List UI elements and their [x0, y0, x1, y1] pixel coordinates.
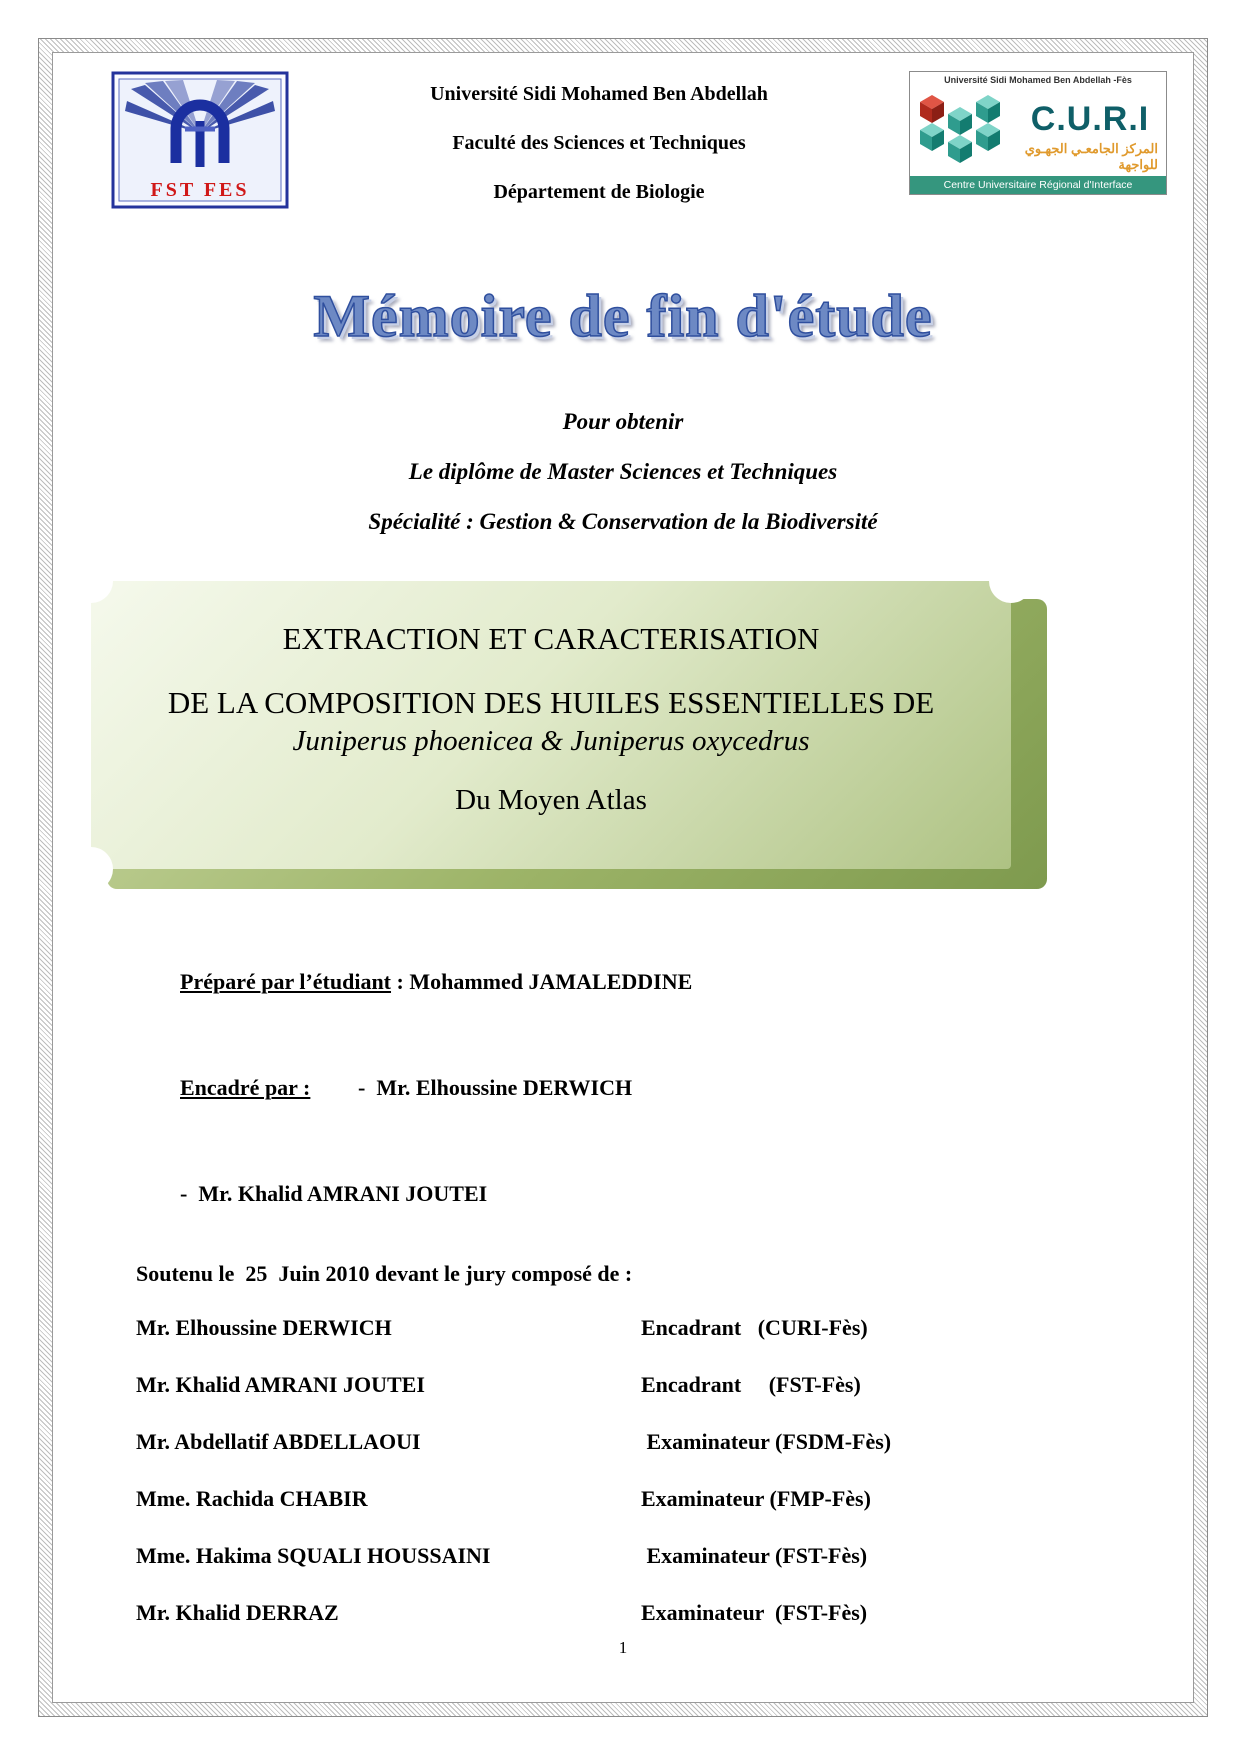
decorative-border: [38, 38, 1208, 1717]
curi-right-block: [1014, 86, 1166, 176]
page-content: [52, 52, 1194, 1703]
jury-member-role: Encadrant (CURI-Fès): [641, 1315, 868, 1340]
jury-row: [136, 1486, 1193, 1512]
page-number: 1: [618, 1638, 628, 1657]
degree-line-2: Le diplôme de Master Sciences et Techniques: [408, 459, 838, 484]
fst-fes-logo: [111, 71, 289, 209]
jury-member-name: Mr. Khalid AMRANI JOUTEI: [136, 1372, 425, 1397]
jury-row: [136, 1429, 1193, 1455]
corner-notch: [69, 847, 113, 891]
document-title: Mémoire de fin d'étude: [313, 283, 933, 349]
curi-acronym: C.U.R.I: [1030, 100, 1150, 138]
degree-line-1: Pour obtenir: [562, 409, 684, 434]
department-name: Département de Biologie: [493, 181, 705, 203]
prepared-by-line: [136, 943, 1193, 1021]
defense-line: Soutenu le 25 Juin 2010 devant le jury composé de :: [136, 1261, 633, 1286]
supervisor-2-name: - Mr. Khalid AMRANI JOUTEI: [180, 1181, 488, 1206]
student-name: Mohammed JAMALEDDINE: [409, 969, 693, 994]
jury-member-name: Mme. Hakima SQUALI HOUSSAINI: [136, 1543, 491, 1568]
degree-block: [53, 409, 1193, 535]
curi-top-text: Université Sidi Mohamed Ben Abdellah -Fès: [944, 75, 1132, 85]
institution-block: [289, 71, 909, 230]
curi-arabic-text: المركز الجامعـي الجهـوي للواجهة: [1024, 141, 1158, 172]
prepared-by-separator: :: [391, 969, 410, 994]
curi-logo: [909, 71, 1167, 195]
corner-notch: [989, 559, 1033, 603]
jury-member-role: Examinateur (FST-Fès): [641, 1600, 868, 1625]
supervised-by-label: Encadré par :: [180, 1075, 311, 1100]
university-name: Université Sidi Mohamed Ben Abdellah: [430, 83, 768, 105]
subject-line-2: DE LA COMPOSITION DES HUILES ESSENTIELLES DE: [167, 685, 935, 720]
jury-member-role: Encadrant (FST-Fès): [641, 1372, 861, 1397]
degree-line-3: Spécialité : Gestion & Conservation de la Biodiversité: [368, 509, 878, 534]
subject-box: [91, 581, 1011, 869]
fst-logo-label: FST FES: [150, 179, 250, 201]
jury-member-name: Mr. Elhoussine DERWICH: [136, 1315, 392, 1340]
curi-cubes-icon: [910, 86, 1014, 166]
jury-member-name: Mr. Abdellatif ABDELLAOUI: [136, 1429, 421, 1454]
subject-line-1: EXTRACTION ET CARACTERISATION: [282, 621, 820, 656]
prepared-by-label: Préparé par l’étudiant: [180, 969, 392, 994]
subject-box-wrap: [91, 581, 1011, 869]
corner-notch: [69, 559, 113, 603]
subject-line-3: Juniperus phoenicea & Juniperus oxycedrus: [292, 725, 810, 757]
banner: [53, 282, 1193, 351]
jury-row: [136, 1372, 1193, 1398]
jury-member-role: Examinateur (FSDM-Fès): [641, 1429, 892, 1454]
subject-line-4: Du Moyen Atlas: [455, 784, 647, 816]
jury-member-name: Mr. Khalid DERRAZ: [136, 1600, 339, 1625]
jury-row: [136, 1315, 1193, 1341]
credits-block: [136, 943, 1193, 1287]
jury-row: [136, 1543, 1193, 1569]
curi-middle: [910, 86, 1166, 176]
jury-row: [136, 1600, 1193, 1626]
supervisor-1-name: - Mr. Elhoussine DERWICH: [358, 1075, 633, 1100]
supervisor-line-1: [136, 1049, 1193, 1127]
supervisor-line-2: [136, 1155, 1193, 1233]
curi-caption: Centre Universitaire Régional d'Interface: [910, 176, 1166, 194]
jury-member-role: Examinateur (FMP-Fès): [641, 1486, 871, 1511]
jury-member-role: Examinateur (FST-Fès): [641, 1543, 868, 1568]
jury-list: [136, 1315, 1193, 1626]
faculty-name: Faculté des Sciences et Techniques: [452, 132, 746, 154]
jury-member-name: Mme. Rachida CHABIR: [136, 1486, 368, 1511]
header: [53, 53, 1193, 230]
